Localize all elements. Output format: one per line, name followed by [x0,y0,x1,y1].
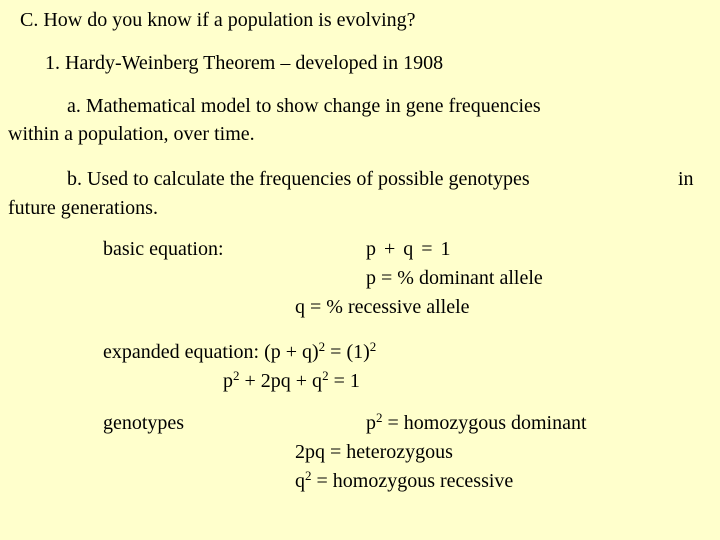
point-a-line-1: a. Mathematical model to show change in gene frequencies [67,95,541,117]
genotype-homozygous-dominant: $p^2$ = homozygous dominant [366,410,587,434]
point-a-line-2: within a population, over time. [8,123,255,145]
basic-equation: p + q = 1 [366,238,451,260]
expanded-equation-line-1 [103,339,377,363]
expanded-equation-label: expanded equation: [103,341,260,363]
expanded-equation-1: $(p + q)^2 = (1)^2$ [264,339,377,363]
genotype-homozygous-recessive: $q^2$ = homozygous recessive [295,468,514,492]
point-b-line-1-tail: in [678,168,694,190]
expanded-equation-2: $p^2 + 2pq + q^2 = 1$ [223,368,360,392]
p-definition: p = % dominant allele [366,267,543,289]
point-1: 1. Hardy-Weinberg Theorem – developed in 1908 [45,52,444,74]
basic-equation-label: basic equation: [103,238,224,260]
point-b-line-1: b. Used to calculate the frequencies of possible genotypes [67,168,530,190]
slide-heading: C. How do you know if a population is evolving? [20,9,416,31]
point-b-line-2: future generations. [8,197,158,219]
genotype-heterozygous: 2pq = heterozygous [295,441,453,463]
q-definition: q = % recessive allele [295,296,470,318]
genotypes-label: genotypes [103,412,185,434]
